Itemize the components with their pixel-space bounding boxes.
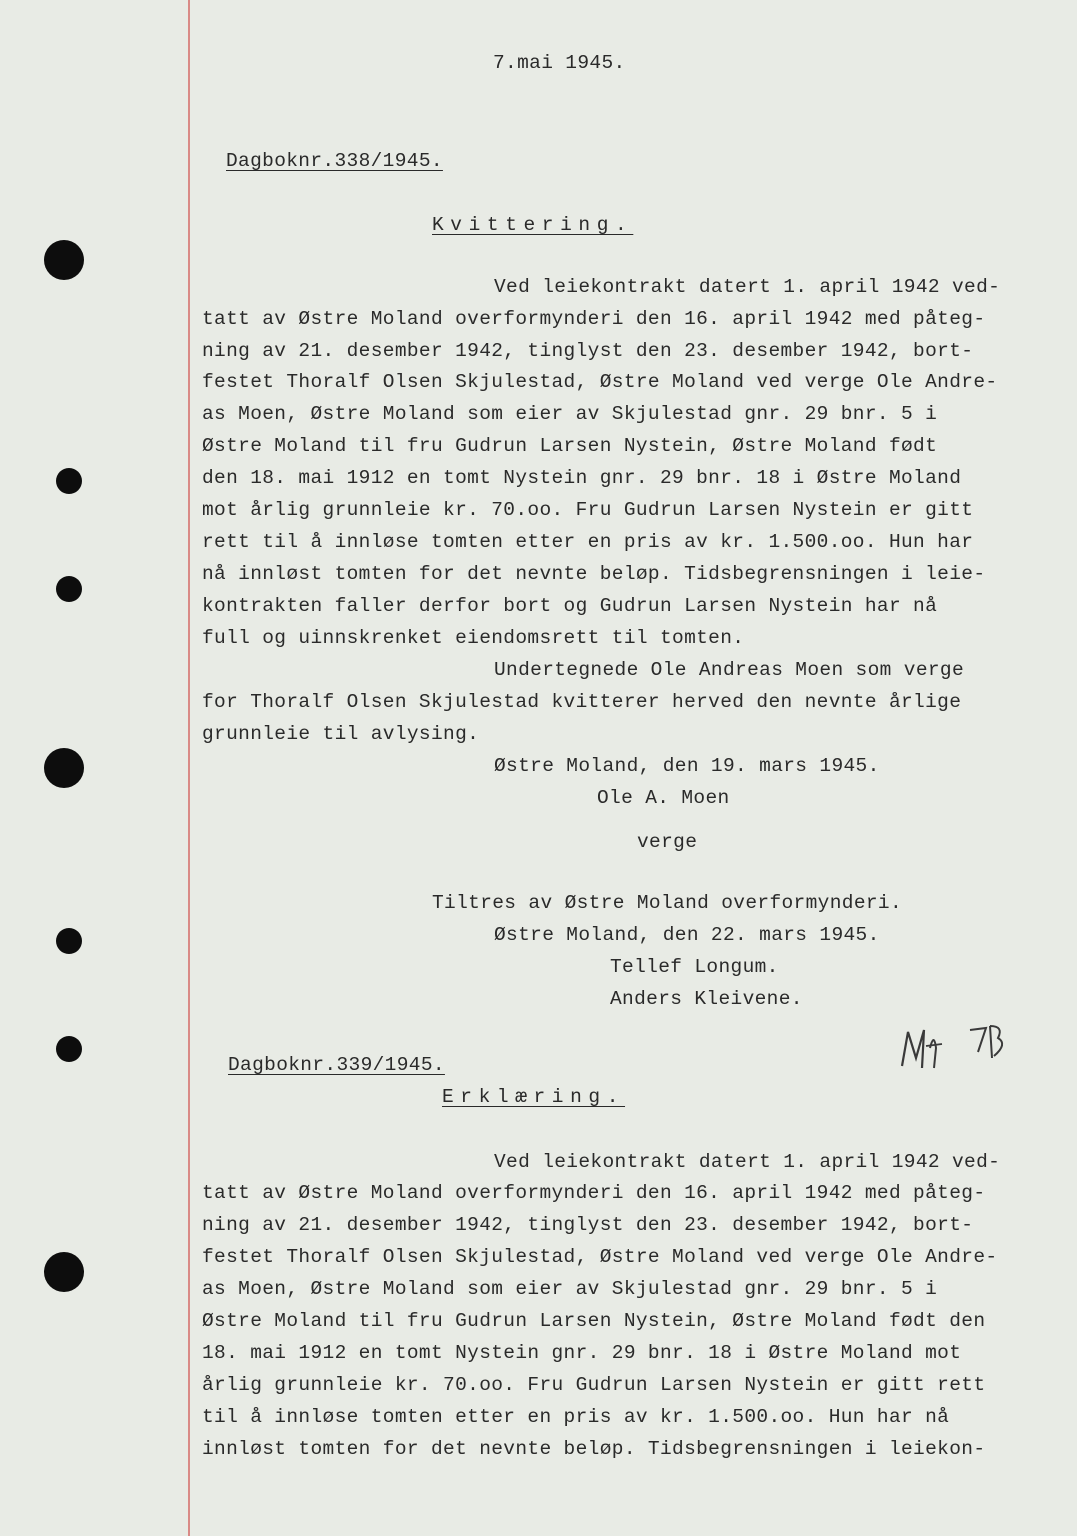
entry-number: Dagboknr.339/1945. (228, 1054, 445, 1076)
text-line: innløst tomten for det nevnte beløp. Tidsbegrensningen i leiekon- (202, 1438, 986, 1460)
signature-name: Ole A. Moen (597, 787, 730, 809)
text-line: grunnleie til avlysing. (202, 723, 480, 745)
text-line: as Moen, Østre Moland som eier av Skjulestad gnr. 29 bnr. 5 i (202, 403, 938, 425)
text-line: kontrakten faller derfor bort og Gudrun Larsen Nystein har nå (202, 595, 938, 617)
text-line: årlig grunnleie kr. 70.oo. Fru Gudrun Larsen Nystein er gitt rett (202, 1374, 986, 1396)
punch-hole (56, 576, 82, 602)
text-line: festet Thoralf Olsen Skjulestad, Østre Moland ved verge Ole Andre- (202, 371, 998, 393)
signature-name: Tellef Longum. (610, 956, 779, 978)
text-line: Undertegnede Ole Andreas Moen som verge (494, 659, 965, 681)
text-line: Østre Moland til fru Gudrun Larsen Nystein, Østre Moland født (202, 435, 938, 457)
entry-title: Erklæring. (442, 1086, 626, 1108)
text-line: full og uinnskrenket eiendomsrett til tomten. (202, 627, 745, 649)
text-line: til å innløse tomten etter en pris av kr. 1.500.oo. Hun har nå (202, 1406, 950, 1428)
punch-hole (56, 1036, 82, 1062)
page-date: 7.mai 1945. (493, 52, 626, 74)
entry-title: Kvittering. (432, 214, 634, 236)
place-date-line: Østre Moland, den 19. mars 1945. (494, 755, 880, 777)
punch-hole (44, 748, 84, 788)
punch-hole (44, 240, 84, 280)
text-line: tatt av Østre Moland overformynderi den 16. april 1942 med påteg- (202, 308, 986, 330)
handwritten-initials (900, 1018, 1020, 1087)
place-date-line: Østre Moland, den 22. mars 1945. (494, 924, 880, 946)
text-line: den 18. mai 1912 en tomt Nystein gnr. 29 bnr. 18 i Østre Moland (202, 467, 962, 489)
initials-scribble-icon (900, 1018, 1020, 1078)
text-line: rett til å innløse tomten etter en pris av kr. 1.500.oo. Hun har (202, 531, 974, 553)
text-line: ning av 21. desember 1942, tinglyst den 23. desember 1942, bort- (202, 1214, 974, 1236)
text-line: festet Thoralf Olsen Skjulestad, Østre Moland ved verge Ole Andre- (202, 1246, 998, 1268)
text-line: nå innløst tomten for det nevnte beløp. Tidsbegrensningen i leie- (202, 563, 986, 585)
text-line: for Thoralf Olsen Skjulestad kvitterer herved den nevnte årlige (202, 691, 962, 713)
approval-line: Tiltres av Østre Moland overformynderi. (432, 892, 903, 914)
text-line: 18. mai 1912 en tomt Nystein gnr. 29 bnr. 18 i Østre Moland mot (202, 1342, 962, 1364)
text-line: tatt av Østre Moland overformynderi den 16. april 1942 med påteg- (202, 1182, 986, 1204)
text-line: as Moen, Østre Moland som eier av Skjulestad gnr. 29 bnr. 5 i (202, 1278, 938, 1300)
text-line: Ved leiekontrakt datert 1. april 1942 ved- (494, 276, 1001, 298)
text-line: Ved leiekontrakt datert 1. april 1942 ved- (494, 1151, 1001, 1173)
punch-hole (44, 1252, 84, 1292)
entry-number: Dagboknr.338/1945. (226, 150, 443, 172)
margin-rule (188, 0, 190, 1536)
signature-name: Anders Kleivene. (610, 988, 803, 1010)
text-line: ning av 21. desember 1942, tinglyst den 23. desember 1942, bort- (202, 340, 974, 362)
text-line: mot årlig grunnleie kr. 70.oo. Fru Gudrun Larsen Nystein er gitt (202, 499, 974, 521)
text-line: Østre Moland til fru Gudrun Larsen Nystein, Østre Moland født den (202, 1310, 986, 1332)
punch-hole (56, 928, 82, 954)
signature-role: verge (637, 831, 698, 853)
punch-hole (56, 468, 82, 494)
